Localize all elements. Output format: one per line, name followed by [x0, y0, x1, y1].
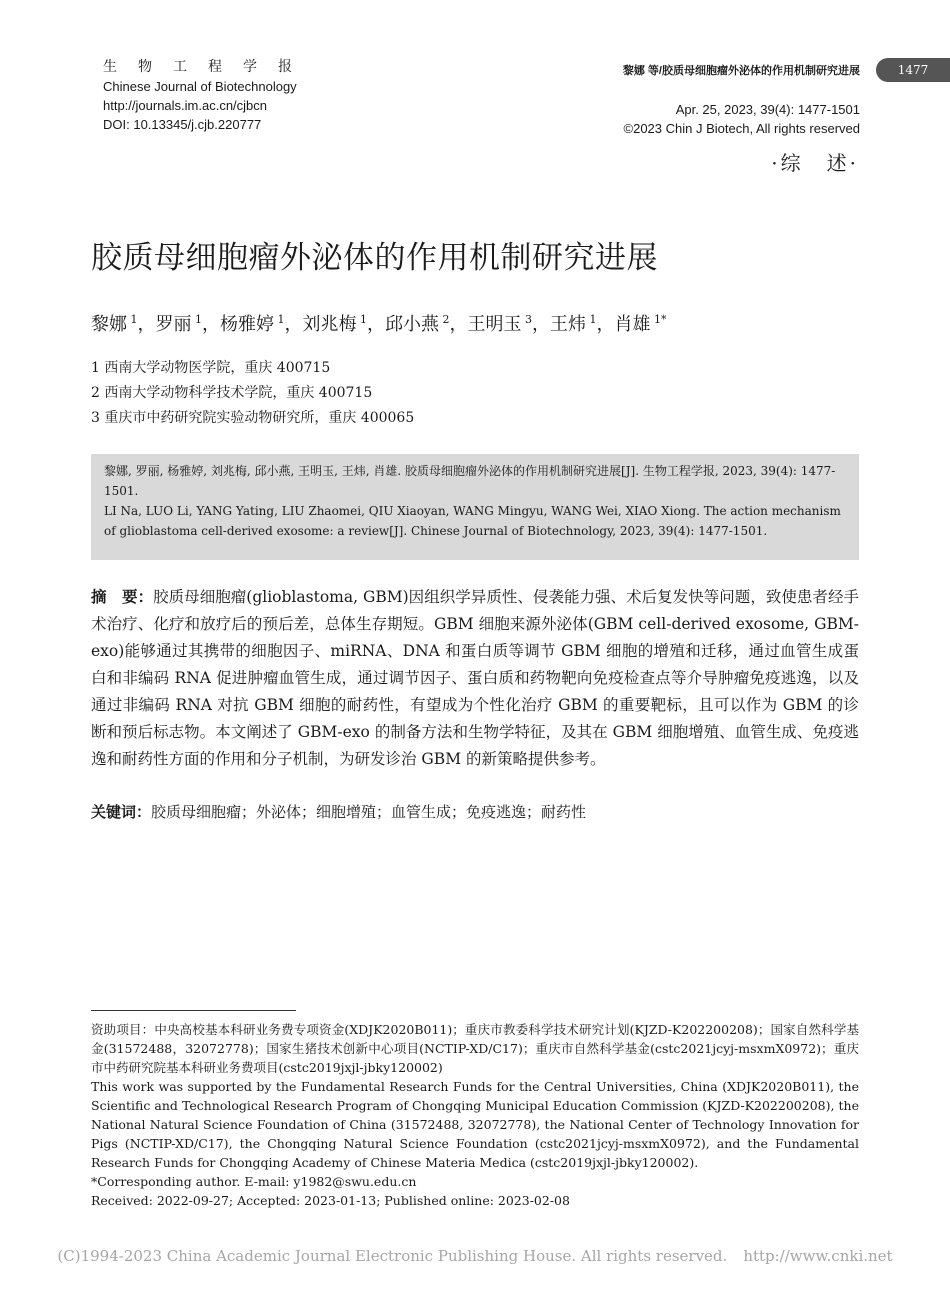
- author-affiliation-mark: 1: [127, 313, 138, 326]
- author-affiliation-mark: 1: [586, 313, 597, 326]
- affiliations: [91, 356, 414, 431]
- journal-header: [103, 58, 313, 134]
- author: 刘兆梅 $^1$: [302, 313, 367, 335]
- citation-box: [91, 454, 859, 560]
- affiliation: 3 重庆市中药研究院实验动物研究所，重庆 400065: [91, 410, 415, 426]
- copyright-line: ©2023 Chin J Biotech, All rights reserved: [623, 121, 860, 136]
- journal-name-cn: 生物工程学报: [103, 59, 313, 75]
- author: 罗丽 $^1$: [155, 313, 202, 335]
- watermark-text: (C)1994-2023 China Academic Journal Electronic Publishing House. All rights reserved.: [57, 1247, 728, 1265]
- affiliation: 1 西南大学动物医学院，重庆 400715: [91, 360, 331, 376]
- author-separator: ，: [449, 314, 468, 335]
- citation-en: LI Na, LUO Li, YANG Yating, LIU Zhaomei, QIU Xiaoyan, WANG Mingyu, WANG Wei, XIAO Xiong. The action mechanism of glioblastoma cell-derived exosome: a review[J]. Chinese Journal of Biotechnology, 2023, 39(4): 1477-1501.: [104, 504, 841, 538]
- page-number-badge: 1477: [876, 58, 950, 82]
- author-affiliation-mark: 1: [274, 313, 285, 326]
- author: 王明玉 $^3$: [467, 313, 532, 335]
- abstract: [91, 584, 859, 773]
- author-separator: ，: [532, 314, 550, 335]
- paper-title: 胶质母细胞瘤外泌体的作用机制研究进展: [91, 240, 658, 275]
- funding-cn: 资助项目：中央高校基本科研业务费专项资金(XDJK2020B011)；重庆市教委科学技术研究计划(KJZD-K202200208)；国家自然科学基金(31572488，32072778)；国家生猪技术创新中心项目(NCTIP-XD/C17)；重庆市自然科学基金(cstc2021jcyj-msxmX0972)；重庆市中药研究院基本科研业务费项目(cstc2019jxjl-jbky120002): [91, 1022, 859, 1075]
- author-separator: ，: [596, 314, 615, 335]
- watermark-url[interactable]: http://www.cnki.net: [743, 1247, 893, 1265]
- abstract-text: 胶质母细胞瘤(glioblastoma, GBM)因组织学异质性、侵袭能力强、术后复发快等问题，致使患者经手术治疗、化疗和放疗后的预后差，总体生存期短。GBM 细胞来源外泌体(GBM cell-derived exosome, GBM-exo)能够通过其携带的细胞因子、miRNA、DNA 和蛋白质等调节 GBM 细胞的增殖和迁移，通过血管生成蛋白和非编码 RNA 促进肿瘤血管生成，通过调节因子、蛋白质和药物靶向免疫检查点等介导肿瘤免疫逃逸，以及通过非编码 RNA 对抗 GBM 细胞的耐药性，有望成为个性化治疗 GBM 的重要靶标，且可以作为 GBM 的诊断和预后标志物。本文阐述了 GBM-exo 的制备方法和生物学特征，及其在 GBM 细胞增殖、血管生成、免疫逃逸和耐药性方面的作用和分子机制，为研发诊治 GBM 的新策略提供参考。: [91, 588, 859, 768]
- author-affiliation-mark: 3: [521, 313, 532, 326]
- author-affiliation-mark: 1: [191, 313, 202, 326]
- received-dates: Received: 2022-09-27; Accepted: 2023-01-13; Published online: 2023-02-08: [91, 1193, 570, 1208]
- keywords-text: 胶质母细胞瘤；外泌体；细胞增殖；血管生成；免疫逃逸；耐药性: [151, 803, 587, 821]
- section-tag: ·综 述·: [771, 151, 859, 175]
- issue-header: [623, 62, 860, 138]
- journal-name-en: Chinese Journal of Biotechnology: [103, 79, 297, 94]
- cnki-watermark: [0, 1247, 950, 1265]
- running-title: 黎娜 等/胶质母细胞瘤外泌体的作用机制研究进展: [622, 65, 860, 77]
- citation-cn: 黎娜, 罗丽, 杨雅婷, 刘兆梅, 邱小燕, 王明玉, 王炜, 肖雄. 胶质母细胞瘤外泌体的作用机制研究进展[J]. 生物工程学报, 2023, 39(4): 1477-1501.: [104, 464, 836, 498]
- author: 肖雄 $^{1*}$: [614, 313, 667, 335]
- author-list: [91, 310, 667, 336]
- author-separator: ，: [202, 314, 220, 335]
- author-affiliation-mark: 2: [439, 313, 450, 326]
- author: 王炜 $^1$: [550, 313, 597, 335]
- author-separator: ，: [367, 314, 385, 335]
- author: 杨雅婷 $^1$: [220, 313, 285, 335]
- author-separator: ，: [137, 314, 156, 335]
- keywords-label: 关键词：: [91, 804, 152, 821]
- corresponding-author: *Corresponding author. E-mail: y1982@swu.edu.cn: [91, 1174, 417, 1189]
- issue-info: Apr. 25, 2023, 39(4): 1477-1501: [675, 102, 860, 117]
- journal-url[interactable]: http://journals.im.ac.cn/cjbcn: [103, 98, 268, 113]
- author: 黎娜 $^1$: [91, 313, 138, 335]
- keywords: [91, 801, 586, 822]
- footnotes: [91, 1020, 859, 1210]
- author-affiliation-mark: 1: [356, 313, 367, 326]
- author-separator: ，: [284, 314, 303, 335]
- abstract-label: 摘 要：: [91, 589, 154, 606]
- doi[interactable]: DOI: 10.13345/j.cjb.220777: [103, 117, 262, 132]
- footnote-divider: [91, 1010, 296, 1011]
- affiliation: 2 西南大学动物科学技术学院，重庆 400715: [91, 385, 373, 401]
- author: 邱小燕 $^2$: [385, 313, 450, 335]
- author-affiliation-mark: 1*: [650, 313, 667, 326]
- funding-en: This work was supported by the Fundamental Research Funds for the Central Universities, China (XDJK2020B011), the Scientific and Technological Research Program of Chongqing Municipal Education Commission (KJZD-K202200208), the National Natural Science Foundation of China (31572488, 32072778), the National Center of Technology Innovation for Pigs (NCTIP-XD/C17), the Chongqing Natural Science Foundation (cstc2021jcyj-msxmX0972), and the Fundamental Research Funds for Chongqing Academy of Chinese Materia Medica (cstc2019jxjl-jbky120002).: [91, 1079, 859, 1170]
